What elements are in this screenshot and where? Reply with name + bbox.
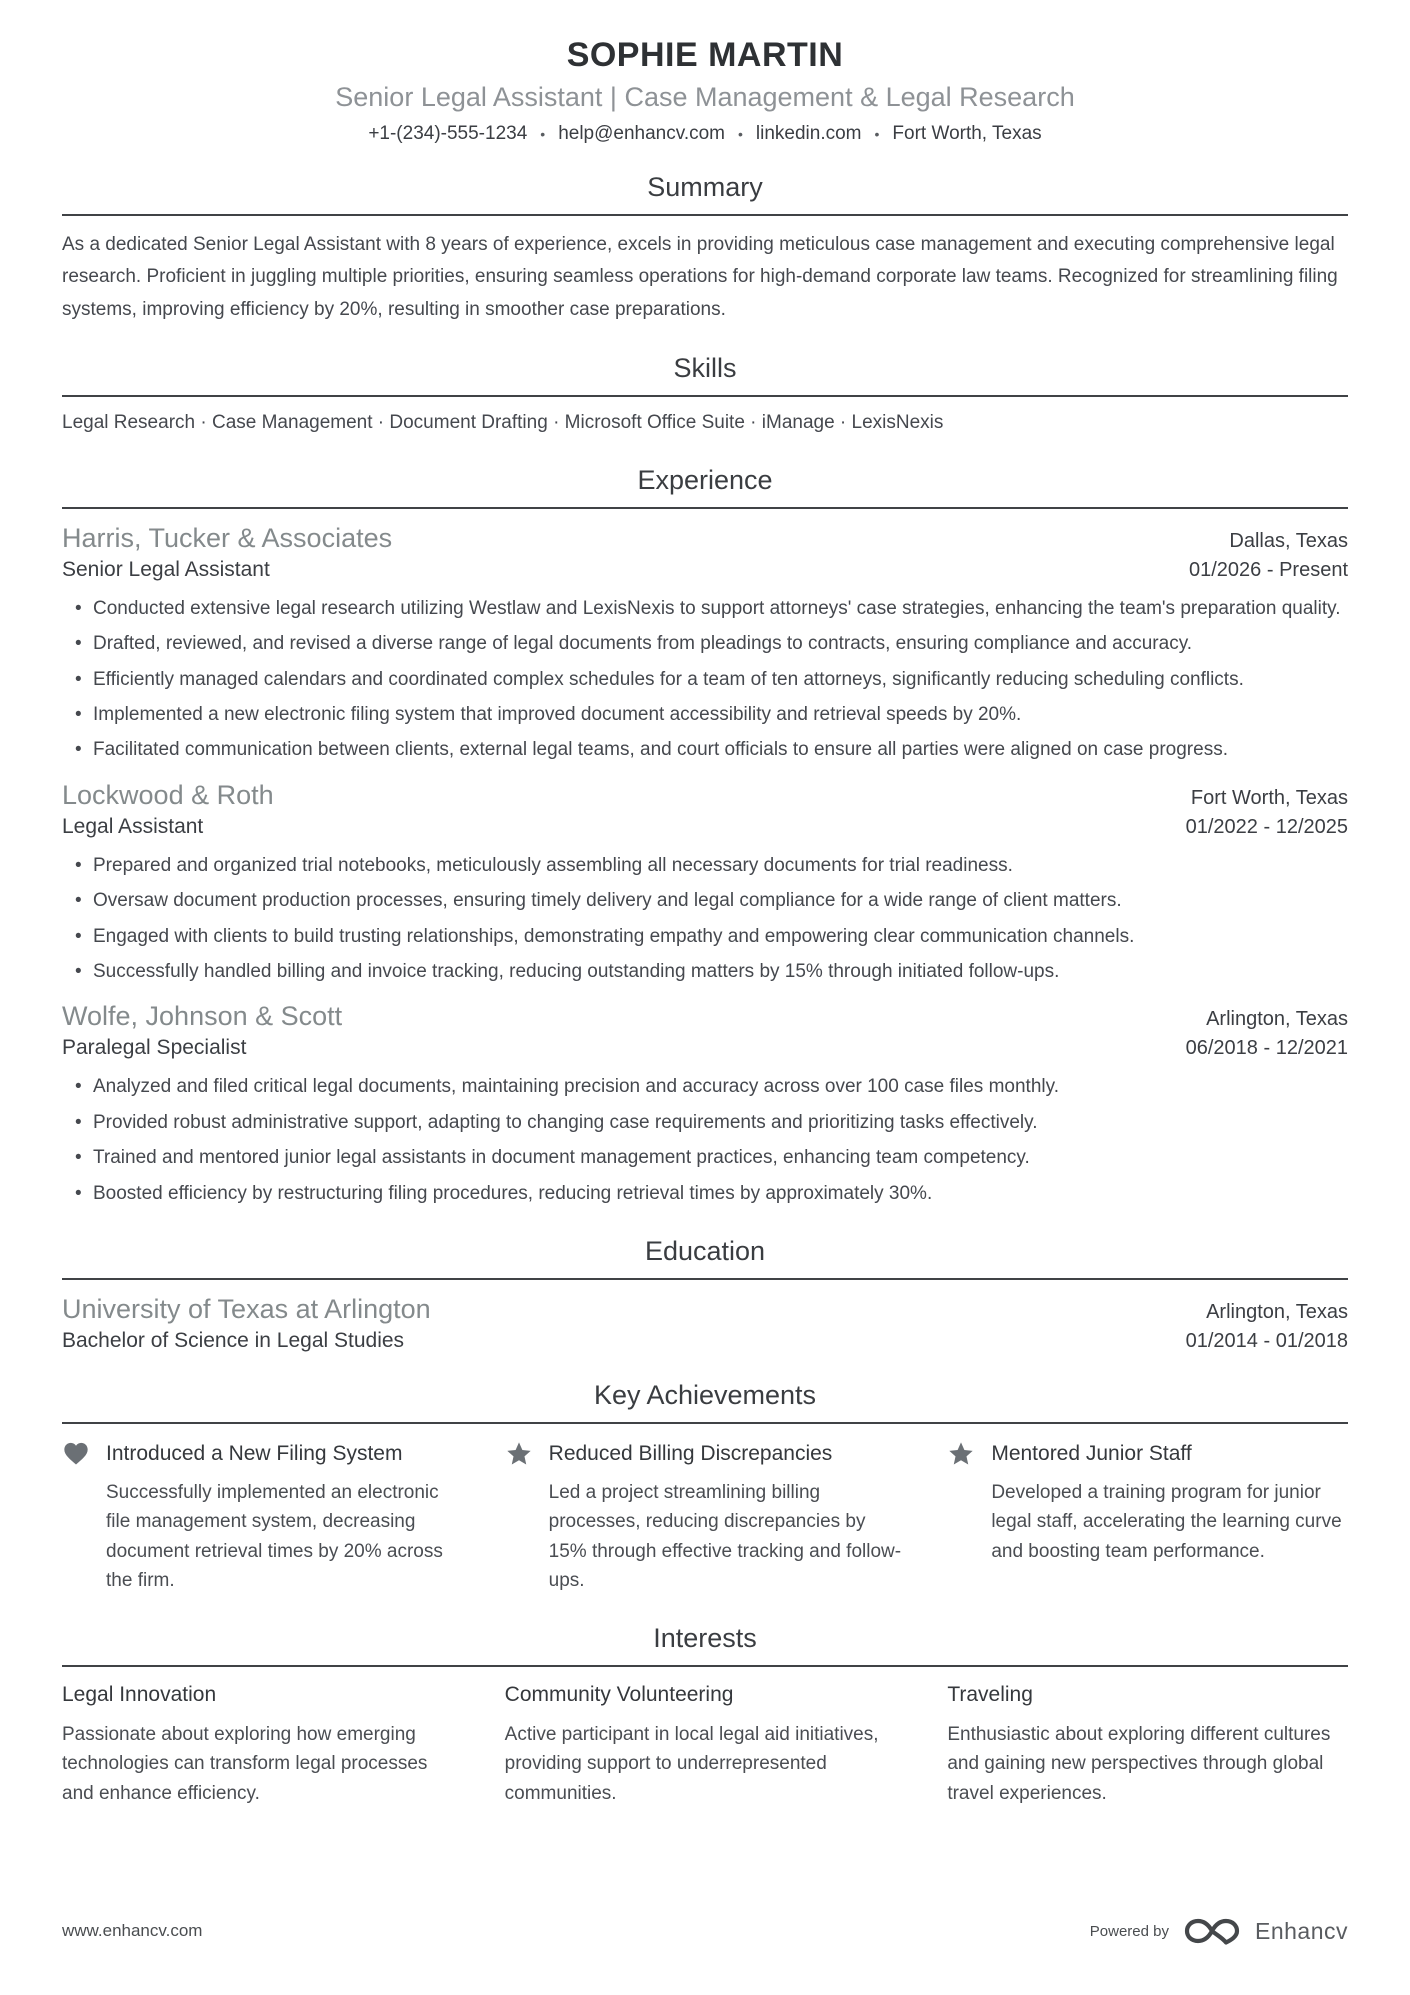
footer-website-link[interactable]: www.enhancv.com: [62, 1921, 203, 1940]
section-title-summary: Summary: [62, 172, 1348, 216]
job-bullets: [62, 1072, 1348, 1209]
bullet-item: • Conducted extensive legal research utilizing Westlaw and LexisNexis to support attorneys' case strategies, enhancing the team's preparation quality.: [62, 594, 1348, 624]
job-location: Fort Worth, Texas: [1190, 786, 1348, 809]
achievement-text: Developed a training program for junior legal staff, accelerating the learning curve and boosting team performance.: [991, 1481, 1342, 1562]
interest-title: Legal Innovation: [62, 1682, 217, 1706]
section-interests: [62, 1623, 1348, 1808]
section-title-experience: Experience: [62, 465, 1348, 509]
company-name: Wolfe, Johnson & Scott: [62, 1001, 343, 1032]
enhancv-logo-icon: [1183, 1913, 1241, 1949]
achievement-title: Mentored Junior Staff: [991, 1441, 1192, 1465]
achievement-item: [947, 1440, 1348, 1596]
job-dates: 01/2022 - 12/2025: [1185, 815, 1348, 838]
bullet-item: • Prepared and organized trial notebooks, meticulously assembling all necessary documents for trial readiness.: [62, 851, 1348, 881]
bullet-item: • Oversaw document production processes, ensuring timely delivery and legal compliance for a wide range of client matters.: [62, 886, 1348, 916]
job-role: Legal Assistant: [62, 814, 204, 838]
email-link[interactable]: help@enhancv.com: [558, 123, 725, 144]
job-role: Paralegal Specialist: [62, 1036, 247, 1060]
bullet-item: • Successfully handled billing and invoice tracking, reducing outstanding matters by 15% through initiated follow-ups.: [62, 957, 1348, 987]
linkedin-link[interactable]: linkedin.com: [755, 123, 862, 144]
section-title-skills: Skills: [62, 353, 1348, 397]
interest-title: Community Volunteering: [504, 1682, 734, 1706]
bullet-item: • Analyzed and filed critical legal documents, maintaining precision and accuracy across over 100 case files monthly.: [62, 1072, 1348, 1102]
job-bullets: [62, 594, 1348, 766]
bullet-item: • Trained and mentored junior legal assistants in document management practices, enhancing team competency.: [62, 1143, 1348, 1173]
job-role: Senior Legal Assistant: [62, 557, 270, 581]
job-location: Arlington, Texas: [1206, 1008, 1348, 1031]
section-summary: [62, 172, 1348, 326]
bullet-item: • Drafted, reviewed, and revised a diverse range of legal documents from pleadings to contracts, ensuring compliance and accuracy.: [62, 629, 1348, 659]
company-name: Lockwood & Roth: [62, 779, 274, 810]
page-footer: [62, 1913, 1348, 1949]
degree-name: Bachelor of Science in Legal Studies: [62, 1328, 405, 1352]
bullet-item: • Efficiently managed calendars and coordinated complex schedules for a team of ten attorneys, significantly reducing scheduling conflicts.: [62, 665, 1348, 695]
job-dates: 01/2026 - Present: [1189, 558, 1348, 581]
section-skills: [62, 353, 1348, 438]
achievement-title: Reduced Billing Discrepancies: [548, 1441, 833, 1465]
interest-item: [947, 1683, 1348, 1808]
interest-title: Traveling: [947, 1682, 1033, 1706]
section-education: [62, 1236, 1348, 1353]
interest-text: Active participant in local legal aid initiatives, providing support to underrepresented communities.: [504, 1723, 879, 1804]
job-location: Dallas, Texas: [1229, 529, 1348, 552]
achievement-item: [505, 1440, 906, 1596]
bullet-item: • Implemented a new electronic filing system that improved document accessibility and retrieval speeds by 20%.: [62, 700, 1348, 730]
bullet-item: • Boosted efficiency by restructuring filing procedures, reducing retrieval times by approximately 30%.: [62, 1179, 1348, 1209]
school-name: University of Texas at Arlington: [62, 1293, 431, 1324]
contact-separator: •: [874, 126, 880, 142]
section-experience: [62, 465, 1348, 1209]
candidate-headline: Senior Legal Assistant | Case Management & Legal Research: [335, 82, 1075, 112]
interest-text: Enthusiastic about exploring different cultures and gaining new perspectives through global travel experiences.: [947, 1723, 1331, 1804]
job-dates: 06/2018 - 12/2021: [1185, 1037, 1348, 1060]
bullet-item: • Engaged with clients to build trusting relationships, demonstrating empathy and empowering clear communication channels.: [62, 922, 1348, 952]
achievement-text: Led a project streamlining billing processes, reducing discrepancies by 15% through effective tracking and follow-ups.: [548, 1481, 902, 1592]
interest-item: [505, 1683, 906, 1808]
company-name: Harris, Tucker & Associates: [62, 522, 393, 553]
powered-by-label: Powered by: [1089, 1922, 1169, 1940]
resume-header: [62, 36, 1348, 145]
section-achievements: [62, 1380, 1348, 1596]
contact-separator: •: [540, 126, 546, 142]
phone-text: +1-(234)-555-1234: [368, 123, 528, 144]
job-entry: [62, 1001, 1348, 1209]
education-location: Arlington, Texas: [1206, 1300, 1348, 1323]
job-bullets: [62, 851, 1348, 988]
bullet-item: • Facilitated communication between clients, external legal teams, and court officials to ensure all parties were aligned on case progress.: [62, 735, 1348, 765]
achievement-text: Successfully implemented an electronic file management system, decreasing document retrieval times by 20% across the firm.: [106, 1481, 443, 1592]
section-title-education: Education: [62, 1236, 1348, 1280]
achievement-title: Introduced a New Filing System: [106, 1441, 403, 1465]
brand-name: Enhancv: [1254, 1917, 1348, 1944]
education-entry: [62, 1294, 1348, 1353]
heart-icon: [62, 1440, 90, 1468]
interest-item: [62, 1683, 463, 1808]
interest-text: Passionate about exploring how emerging technologies can transform legal processes and enhance efficiency.: [62, 1723, 428, 1804]
candidate-name: SOPHIE MARTIN: [566, 36, 844, 74]
contact-separator: •: [738, 126, 743, 142]
summary-text: As a dedicated Senior Legal Assistant with 8 years of experience, excels in providing meticulous case management and executing comprehensive legal research. Proficient in juggling multiple priorities, ensuring seamless operations for high-demand corporate law teams. Recognized for streamlining filing systems, improving efficiency by 20%, resulting in smoother case preparations.: [62, 234, 1338, 320]
job-entry: [62, 523, 1348, 766]
skills-list: Legal Research · Case Management · Document Drafting · Microsoft Office Suite · iManage · LexisNexis: [62, 411, 944, 433]
education-dates: 01/2014 - 01/2018: [1185, 1329, 1348, 1352]
job-entry: [62, 780, 1348, 988]
location-text: Fort Worth, Texas: [892, 123, 1042, 144]
star-icon: [947, 1440, 975, 1468]
section-title-achievements: Key Achievements: [62, 1380, 1348, 1424]
star-icon: [505, 1440, 533, 1468]
section-title-interests: Interests: [62, 1623, 1348, 1667]
bullet-item: • Provided robust administrative support, adapting to changing case requirements and prioritizing tasks effectively.: [62, 1108, 1348, 1138]
contact-line: [62, 123, 1348, 145]
achievement-item: [62, 1440, 463, 1596]
